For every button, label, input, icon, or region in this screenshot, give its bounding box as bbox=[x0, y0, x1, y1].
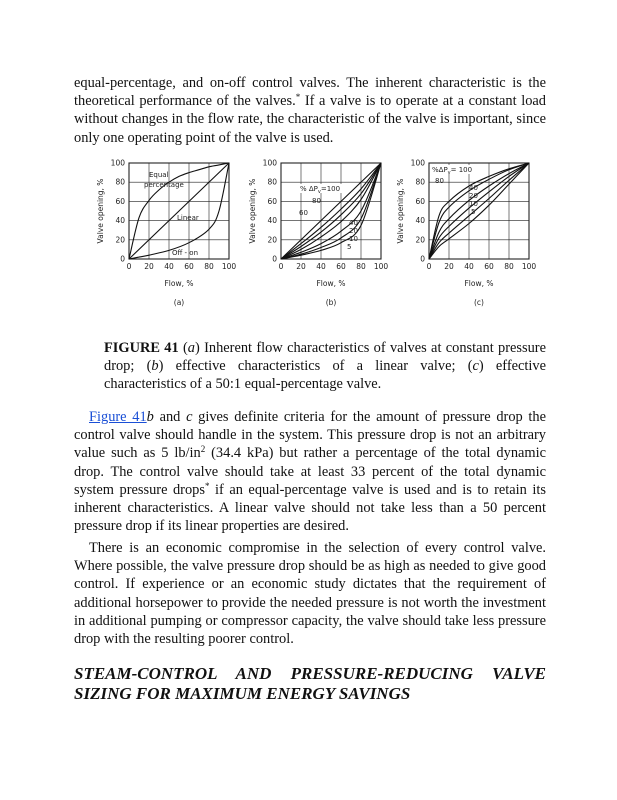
y-tick-label: 0 bbox=[272, 254, 277, 264]
panel-b bbox=[248, 159, 388, 308]
panel-c bbox=[396, 159, 536, 308]
label-20: 20 bbox=[469, 192, 478, 200]
y-tick-label: 0 bbox=[120, 254, 125, 264]
x-tick-label: 100 bbox=[221, 262, 237, 271]
y-tick-label: 80 bbox=[267, 177, 277, 187]
y-axis-label: Valve opening, % bbox=[96, 178, 105, 244]
italic-run: c bbox=[186, 409, 193, 425]
label-dp: % $\Delta P_v=100$ bbox=[300, 185, 341, 195]
y-tick-label: 40 bbox=[415, 216, 425, 226]
label-equal: Equal bbox=[149, 171, 169, 179]
section-heading: STEAM-CONTROL AND PRESSURE-REDUCING VALVE SIZING FOR MAXIMUM ENERGY SAVINGS bbox=[74, 664, 546, 703]
y-tick-label: 40 bbox=[115, 216, 125, 226]
y-tick-label: 0 bbox=[420, 254, 425, 264]
curve-5 bbox=[429, 163, 529, 259]
x-tick-label: 40 bbox=[164, 262, 174, 271]
label-40: 40 bbox=[349, 219, 358, 227]
label-5: 5 bbox=[471, 208, 476, 216]
label-percentage: percentage bbox=[144, 181, 184, 189]
x-axis-label: Flow, % bbox=[316, 279, 346, 288]
label-off-on: Off - on bbox=[172, 249, 199, 257]
y-tick-label: 100 bbox=[262, 158, 277, 168]
text-run: If a valve is to operate at a constant load without changes in the flow rate, the characteristic of the valve is important, since only one operating point of the valve is used. bbox=[74, 93, 546, 146]
y-tick-label: 80 bbox=[415, 177, 425, 187]
panel-tag: (b) bbox=[325, 298, 337, 307]
y-tick-label: 20 bbox=[267, 235, 277, 245]
x-tick-label: 80 bbox=[356, 262, 366, 271]
curve-20 bbox=[429, 163, 529, 259]
x-tick-label: 20 bbox=[144, 262, 154, 271]
superscript: 2 bbox=[200, 444, 206, 455]
curve-80 bbox=[429, 163, 529, 259]
y-axis-label: Valve opening, % bbox=[396, 178, 405, 244]
x-tick-label: 0 bbox=[278, 262, 284, 271]
text-run: if an equal-percentage valve is used and is to retain its inherent characteristics. A linear valve should not take less than a 50 percent pressure drop if its linear properties are desired. bbox=[74, 481, 546, 535]
text-run: and bbox=[153, 409, 187, 425]
x-tick-label: 0 bbox=[426, 262, 432, 271]
italic-run: a bbox=[187, 340, 195, 356]
x-tick-label: 80 bbox=[504, 262, 514, 271]
text-run: ( bbox=[178, 340, 188, 356]
text-run: gives definite criteria for the amount of pressure drop the control valve should handle in the system. This pressure drop is not an arbitrary value such as 5 lb/in bbox=[74, 409, 546, 462]
paragraph-intro bbox=[74, 74, 546, 147]
curve-10 bbox=[429, 163, 529, 259]
text-run: equal-percentage, and on-off control valves. The inherent characteristic is the theoretical performance of the valves. bbox=[74, 75, 546, 110]
x-tick-label: 20 bbox=[296, 262, 306, 271]
x-tick-label: 40 bbox=[316, 262, 326, 271]
text-run: ) effective characteristics of a 50:1 equal-percentage valve. bbox=[104, 358, 546, 393]
italic-run: b bbox=[146, 409, 154, 425]
label-10: 10 bbox=[349, 235, 358, 243]
paragraph-criteria bbox=[74, 408, 546, 535]
text-run: ) Inherent flow characteristics of valves at constant pressure drop; ( bbox=[104, 340, 546, 375]
figure-link[interactable]: Figure 41 bbox=[89, 409, 147, 425]
italic-run: b bbox=[151, 358, 159, 375]
y-tick-label: 60 bbox=[115, 196, 125, 206]
superscript: * bbox=[204, 480, 210, 491]
panel-tag: (a) bbox=[173, 298, 185, 307]
label-linear: Linear bbox=[177, 214, 199, 222]
y-tick-label: 60 bbox=[415, 196, 425, 206]
x-tick-label: 20 bbox=[444, 262, 454, 271]
superscript: * bbox=[295, 92, 301, 103]
y-axis-label: Valve opening, % bbox=[248, 178, 257, 244]
curve-linear bbox=[129, 163, 229, 259]
text-run: (34.4 kPa) but rather a percentage of the total dynamic drop. The control valve should take at least 33 percent of the total dynamic system pressure drops bbox=[74, 445, 546, 498]
label-60: 60 bbox=[299, 209, 308, 217]
figure-41 bbox=[98, 158, 542, 308]
y-tick-label: 60 bbox=[267, 196, 277, 206]
label-80: 80 bbox=[435, 177, 444, 185]
italic-run: c bbox=[472, 358, 479, 375]
x-tick-label: 0 bbox=[126, 262, 132, 271]
panel-a bbox=[96, 159, 236, 308]
y-tick-label: 20 bbox=[415, 235, 425, 245]
label-80: 80 bbox=[312, 197, 321, 205]
figure-caption bbox=[104, 339, 546, 394]
label-20: 20 bbox=[349, 227, 358, 235]
text-run: There is an economic compromise in the selection of every control valve. Where possible, the valve pressure drop should be as high as needed to give good control. If experience or an economic study dictates that the requirement of additional horsepower to provide the needed pressure is not worth the investment in additional pumping or compressor capacity, the valve should take less pressure drop with the resulting poorer control. bbox=[74, 540, 546, 648]
x-tick-label: 40 bbox=[464, 262, 474, 271]
y-tick-label: 100 bbox=[110, 158, 125, 168]
x-tick-label: 60 bbox=[484, 262, 494, 271]
panel-c-frame bbox=[429, 163, 529, 259]
x-axis-label: Flow, % bbox=[164, 279, 194, 288]
curve-100 bbox=[429, 163, 529, 259]
label-dp: $\%\Delta P_v= 100$ bbox=[432, 166, 473, 176]
curve-40 bbox=[429, 163, 529, 259]
y-tick-label: 80 bbox=[115, 177, 125, 187]
panel-tag: (c) bbox=[474, 298, 484, 307]
paragraph-economic bbox=[74, 539, 546, 648]
label-10: 10 bbox=[469, 200, 478, 208]
x-tick-label: 80 bbox=[204, 262, 214, 271]
y-tick-label: 40 bbox=[267, 216, 277, 226]
x-tick-label: 100 bbox=[373, 262, 389, 271]
x-tick-label: 60 bbox=[336, 262, 346, 271]
label-5: 5 bbox=[347, 243, 352, 251]
text-run: ) effective characteristics of a linear valve; ( bbox=[158, 358, 473, 375]
x-tick-label: 60 bbox=[184, 262, 194, 271]
label-40: 40 bbox=[469, 184, 478, 192]
x-tick-label: 100 bbox=[521, 262, 537, 271]
x-axis-label: Flow, % bbox=[464, 279, 494, 288]
y-tick-label: 20 bbox=[115, 235, 125, 245]
y-tick-label: 100 bbox=[410, 158, 425, 168]
bold-run: FIGURE 41 bbox=[104, 340, 179, 356]
